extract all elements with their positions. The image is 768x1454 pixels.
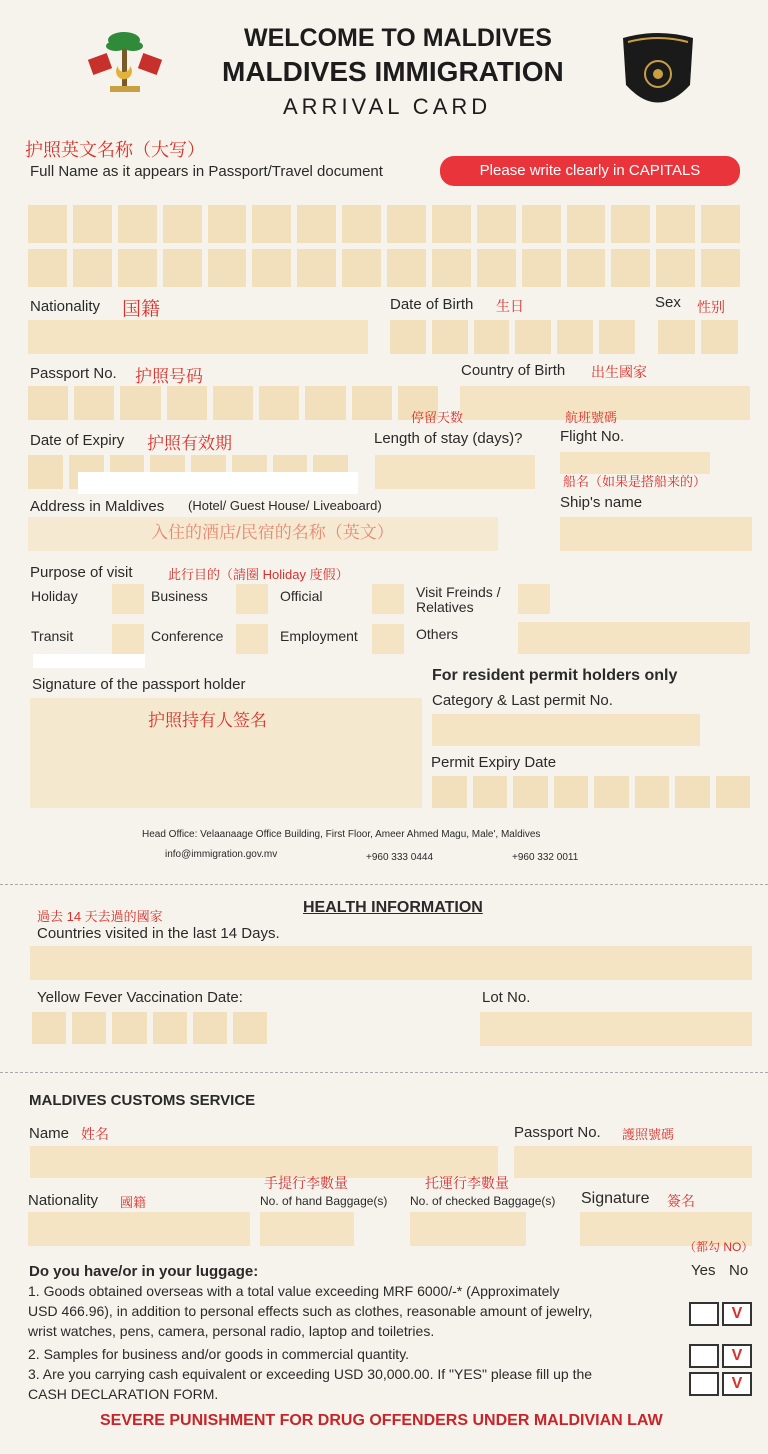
- checked-baggage-label: No. of checked Baggage(s): [410, 1194, 556, 1208]
- flight-cn: 航班號碼: [565, 410, 618, 425]
- purpose-official[interactable]: Official: [280, 588, 323, 604]
- signature-label: Signature of the passport holder: [32, 676, 246, 693]
- resident-title: For resident permit holders only: [432, 667, 678, 684]
- customs-signature-label: Signature: [581, 1190, 650, 1207]
- checked-baggage-field[interactable]: [410, 1212, 526, 1246]
- q2-yes-checkbox[interactable]: [689, 1344, 719, 1368]
- expiry-cn: 护照有效期: [147, 434, 232, 453]
- health-title: HEALTH INFORMATION: [303, 899, 483, 916]
- sex-label: Sex: [655, 294, 681, 311]
- tear-line-1: [0, 884, 768, 885]
- customs-name-label: Name: [29, 1125, 70, 1142]
- resident-category-field[interactable]: [432, 714, 700, 746]
- no-header: No: [729, 1262, 749, 1279]
- customs-name-cn: 姓名: [81, 1126, 109, 1142]
- business-checkbox[interactable]: [236, 584, 268, 614]
- fullname-label: Full Name as it appears in Passport/Travel document: [30, 163, 383, 180]
- conference-checkbox[interactable]: [236, 624, 268, 654]
- health-cn: 過去 14 天去過的國家: [37, 909, 163, 924]
- q3-no-checkbox[interactable]: V: [722, 1372, 752, 1396]
- header-title: MALDIVES IMMIGRATION: [222, 56, 564, 87]
- nationality-label: Nationality: [30, 298, 101, 315]
- maldives-emblem-icon: [80, 26, 170, 98]
- q1-yes-checkbox[interactable]: [689, 1302, 719, 1326]
- customs-nationality-field[interactable]: [28, 1212, 250, 1246]
- redacted-block: [78, 472, 358, 494]
- purpose-transit[interactable]: Transit: [31, 628, 74, 644]
- purpose-label: Purpose of visit: [30, 564, 133, 581]
- fullname-boxes-row2[interactable]: [28, 249, 740, 287]
- countries-label: Countries visited in the last 14 Days.: [37, 925, 280, 942]
- passport-field[interactable]: [28, 386, 438, 420]
- q3-line2: CASH DECLARATION FORM.: [28, 1386, 219, 1402]
- expiry-label: Date of Expiry: [30, 432, 125, 449]
- ship-field[interactable]: [560, 517, 752, 551]
- nationality-cn: 国籍: [122, 299, 161, 320]
- dob-cn: 生日: [496, 298, 524, 314]
- q1-line3: wrist watches, pens, camera, personal radio, laptop and toiletries.: [28, 1323, 435, 1339]
- fullname-cn: 护照英文名称（大写）: [25, 140, 205, 160]
- purpose-conference[interactable]: Conference: [151, 628, 224, 644]
- nationality-field[interactable]: [28, 320, 368, 354]
- redacted-block-2: [33, 654, 145, 668]
- header-welcome: WELCOME TO MALDIVES: [244, 24, 552, 52]
- signature-cn: 护照持有人签名: [148, 711, 267, 730]
- countries-field[interactable]: [30, 946, 752, 980]
- purpose-visit[interactable]: Visit Freinds / Relatives: [416, 584, 501, 615]
- q2-line: 2. Samples for business and/or goods in commercial quantity.: [28, 1346, 410, 1362]
- office-phone-1: +960 333 0444: [366, 852, 434, 863]
- purpose-holiday[interactable]: Holiday: [31, 588, 78, 604]
- customs-passport-cn: 護照號碼: [622, 1127, 675, 1142]
- stay-cn: 停留天数: [411, 410, 464, 425]
- holiday-checkbox[interactable]: [112, 584, 144, 614]
- capitals-badge: Please write clearly in CAPITALS: [440, 156, 740, 186]
- yellow-fever-label: Yellow Fever Vaccination Date:: [37, 989, 243, 1006]
- address-field[interactable]: [28, 517, 498, 551]
- customs-nationality-cn: 國籍: [120, 1195, 147, 1210]
- yes-header: Yes: [691, 1262, 716, 1279]
- hand-baggage-field[interactable]: [260, 1212, 354, 1246]
- passport-cn: 护照号码: [135, 367, 203, 386]
- q1-line1: 1. Goods obtained overseas with a total value exceeding MRF 6000/-* (Approximately: [28, 1283, 560, 1299]
- header-subtitle: ARRIVAL CARD: [283, 94, 492, 119]
- permit-expiry-field[interactable]: [432, 776, 750, 808]
- fullname-boxes-row1[interactable]: [28, 205, 740, 243]
- stay-label: Length of stay (days)?: [374, 430, 523, 447]
- stay-field[interactable]: [375, 455, 535, 489]
- sex-cn: 性别: [697, 299, 725, 315]
- office-address: Head Office: Velaanaage Office Building, First Floor, Ameer Ahmed Magu, Male', Maldives: [142, 829, 541, 840]
- address-note: (Hotel/ Guest House/ Liveaboard): [188, 498, 382, 513]
- drug-warning: SEVERE PUNISHMENT FOR DRUG OFFENDERS UNDER MALDIVIAN LAW: [100, 1412, 663, 1429]
- customs-passport-label: Passport No.: [514, 1124, 601, 1141]
- sex-field[interactable]: [658, 320, 738, 354]
- q3-line1: 3. Are you carrying cash equivalent or exceeding USD 30,000.00. If "YES" please fill up the: [28, 1366, 593, 1382]
- no-cn: （都勾 NO）: [684, 1240, 754, 1254]
- flight-label: Flight No.: [560, 428, 625, 445]
- purpose-business[interactable]: Business: [151, 588, 208, 604]
- dob-field[interactable]: [390, 320, 635, 354]
- purpose-others[interactable]: Others: [416, 626, 459, 642]
- q3-yes-checkbox[interactable]: [689, 1372, 719, 1396]
- ship-cn: 船名（如果是搭船来的）: [563, 474, 707, 489]
- transit-checkbox[interactable]: [112, 624, 144, 654]
- checked-baggage-cn: 托運行李數量: [425, 1175, 509, 1191]
- ship-label: Ship's name: [560, 494, 643, 511]
- visit-checkbox[interactable]: [518, 584, 550, 614]
- permit-expiry-label: Permit Expiry Date: [431, 754, 557, 771]
- q1-line2: USD 466.96), in addition to personal effects such as clothes, reasonable amount of jewelry,: [28, 1303, 593, 1319]
- official-checkbox[interactable]: [372, 584, 404, 614]
- yellow-fever-field[interactable]: [32, 1012, 267, 1044]
- customs-nationality-label: Nationality: [28, 1192, 99, 1209]
- q1-no-checkbox[interactable]: V: [722, 1302, 752, 1326]
- office-phone-2: +960 332 0011: [512, 852, 579, 863]
- lot-field[interactable]: [480, 1012, 752, 1046]
- dob-label: Date of Birth: [390, 296, 474, 313]
- hand-baggage-cn: 手提行李數量: [264, 1175, 348, 1191]
- luggage-question: Do you have/or in your luggage:: [29, 1263, 259, 1280]
- employment-checkbox[interactable]: [372, 624, 404, 654]
- tear-line-2: [0, 1072, 768, 1073]
- resident-category-label: Category & Last permit No.: [432, 692, 613, 709]
- customs-title: MALDIVES CUSTOMS SERVICE: [29, 1092, 256, 1109]
- q2-no-checkbox[interactable]: V: [722, 1344, 752, 1368]
- others-field[interactable]: [518, 622, 750, 654]
- customs-passport-field[interactable]: [514, 1146, 752, 1178]
- immigration-badge-icon: [618, 30, 698, 120]
- hand-baggage-label: No. of hand Baggage(s): [260, 1194, 388, 1208]
- purpose-employment[interactable]: Employment: [280, 628, 358, 644]
- office-email: info@immigration.gov.mv: [165, 849, 278, 860]
- purpose-cn: 此行目的（請圈 Holiday 度假）: [168, 567, 349, 582]
- passport-label: Passport No.: [30, 365, 117, 382]
- cob-cn: 出生國家: [591, 364, 647, 380]
- customs-signature-cn: 簽名: [667, 1193, 695, 1209]
- address-label: Address in Maldives: [30, 498, 165, 515]
- lot-label: Lot No.: [482, 989, 531, 1006]
- cob-label: Country of Birth: [461, 362, 566, 379]
